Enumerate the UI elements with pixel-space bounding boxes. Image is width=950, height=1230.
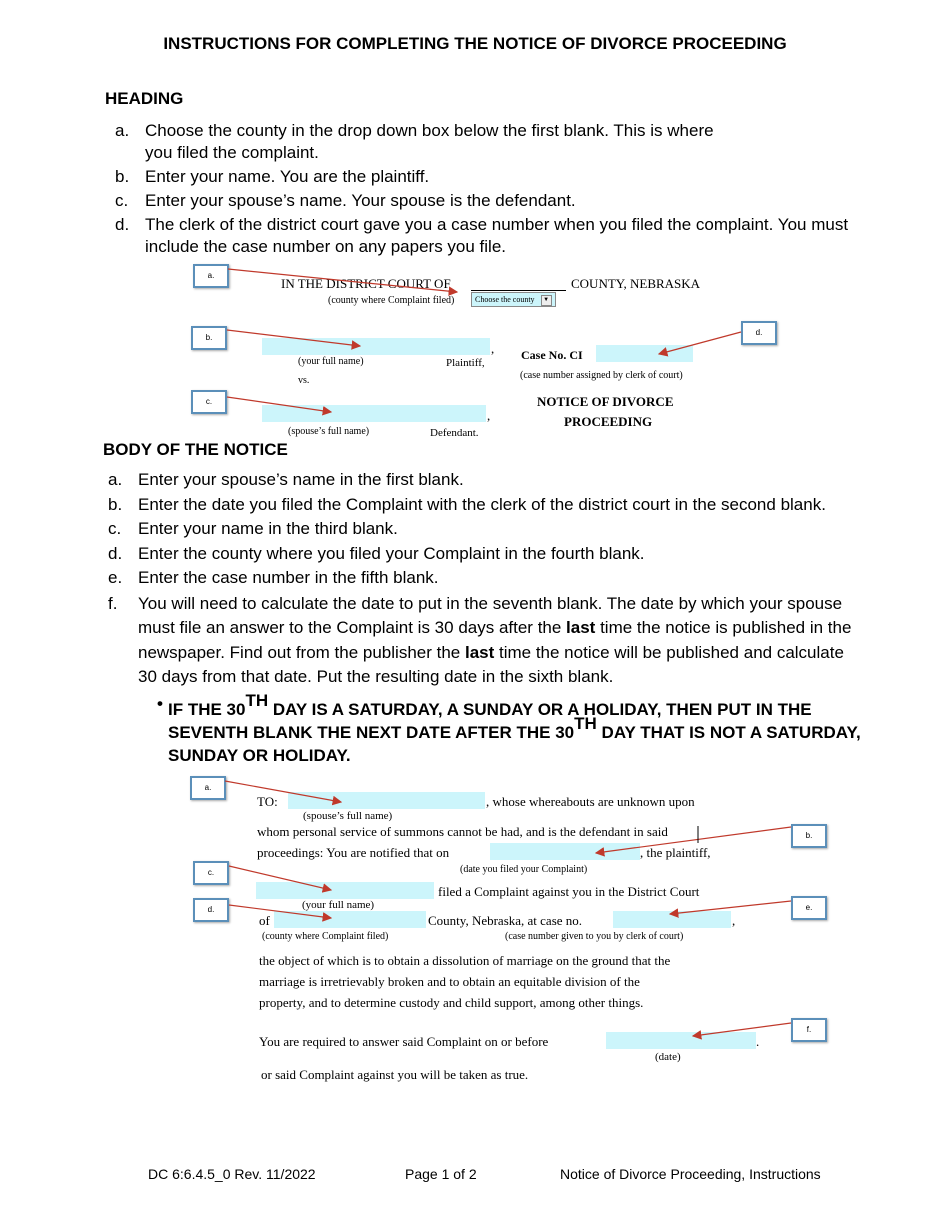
county-dropdown[interactable]: Choose the county ▼	[471, 292, 556, 307]
comma: ,	[491, 341, 495, 356]
callout-c: c.	[191, 390, 227, 414]
vs-label: vs.	[298, 375, 310, 386]
comma: ,	[732, 913, 736, 928]
arrow-body-c	[229, 866, 331, 890]
callout-e: e.	[791, 896, 827, 920]
or-said-text: or said Complaint against you will be taken as true.	[261, 1067, 529, 1082]
heading-section-title: HEADING	[105, 89, 184, 108]
callout-d: d.	[193, 898, 229, 922]
list-item: b. Enter the date you filed the Complaint with the clerk of the district court in the second blank.	[108, 494, 826, 514]
arrow-d	[659, 332, 741, 354]
filed-complaint-text: filed a Complaint against you in the District Court	[438, 884, 700, 899]
comma: ,	[487, 408, 491, 423]
spouse-caption: (spouse’s full name)	[288, 426, 370, 437]
callout-b: b.	[791, 824, 827, 848]
of-label: of	[259, 913, 270, 928]
notice-title-1: NOTICE OF DIVORCE	[537, 394, 674, 409]
object-paragraph: the object of which is to obtain a dissolution of marriage on the ground that the marriage is irretrievably broken and to obtain an equitable division of the property, and to determine custody and child support, among other things.	[259, 953, 671, 1010]
footer-form-id: DC 6:6.4.5_0 Rev. 11/2022	[148, 1166, 316, 1182]
plaintiff-label: Plaintiff,	[446, 357, 485, 369]
bullet-dot: •	[157, 694, 163, 713]
list-item: a. Choose the county in the drop down box below the first blank. This is where you filed the complaint.	[115, 121, 714, 162]
callout-b: b.	[191, 326, 227, 350]
date-caption: (date)	[655, 1051, 681, 1063]
footer-doc-title: Notice of Divorce Proceeding, Instructions	[560, 1166, 821, 1182]
the-plaintiff-text: , the plaintiff,	[640, 845, 711, 860]
footer-page-number: Page 1 of 2	[405, 1166, 477, 1182]
arrow-body-e	[670, 901, 791, 914]
court-line: IN THE DISTRICT COURT OF	[281, 276, 451, 291]
arrow-a	[228, 269, 457, 292]
case-caption: (case number given to you by clerk of court)	[505, 931, 684, 942]
callout-a: a.	[193, 264, 229, 288]
county-caption: (county where Complaint filed)	[262, 931, 389, 942]
your-name-caption: (your full name)	[302, 899, 375, 911]
list-item: c. Enter your spouse’s name. Your spouse is the defendant.	[115, 191, 576, 210]
arrow-body-f	[693, 1023, 791, 1036]
case-no-label: Case No. CI	[521, 348, 583, 362]
arrow-b	[227, 330, 360, 346]
whom-text: whom personal service of summons cannot be had, and is the defendant in said	[257, 824, 668, 839]
page-title: INSTRUCTIONS FOR COMPLETING THE NOTICE OF DIVORCE PROCEEDING	[163, 34, 787, 53]
list-item: e. Enter the case number in the fifth blank.	[108, 568, 439, 587]
callout-f: f.	[791, 1018, 827, 1042]
callout-c: c.	[193, 861, 229, 885]
court-line-county: COUNTY, NEBRASKA	[571, 276, 701, 291]
chevron-down-icon: ▼	[541, 295, 552, 306]
list-item: c. Enter your name in the third blank.	[108, 519, 398, 538]
callout-d: d.	[741, 321, 777, 345]
arrow-body-a	[225, 781, 341, 802]
to-label: TO:	[257, 794, 278, 809]
your-name-caption: (your full name)	[298, 356, 364, 367]
proceedings-text: proceedings: You are notified that on	[257, 845, 450, 860]
date-filed-caption: (date you filed your Complaint)	[460, 864, 588, 875]
body-section-title: BODY OF THE NOTICE	[103, 440, 288, 459]
county-caption: (county where Complaint filed)	[328, 295, 455, 306]
list-item: a. Enter your spouse’s name in the first blank.	[108, 470, 464, 489]
list-item: f. You will need to calculate the date to put in the seventh blank. The date by which your spouse must file an answer to the Complaint is 30 days after the last time the notice is published in the newspaper. Find out from the publisher the last time the notice will be published and calculate 30 days from that date. Put the resulting date in the sixth blank.	[108, 593, 852, 686]
spouse-caption: (spouse’s full name)	[303, 810, 393, 822]
period: .	[756, 1034, 760, 1049]
county-case-text: County, Nebraska, at case no.	[428, 913, 583, 928]
callout-a: a.	[190, 776, 226, 800]
required-text: You are required to answer said Complaint on or before	[259, 1034, 549, 1049]
holiday-rule: IF THE 30TH DAY IS A SATURDAY, A SUNDAY OR A HOLIDAY, THEN PUT IN THE SEVENTH BLANK THE NEXT DATE AFTER THE 30TH DAY THAT IS NOT A SATURDAY, SUNDAY OR HOLIDAY.	[168, 691, 861, 765]
defendant-label: Defendant.	[430, 427, 479, 439]
list-item: d. The clerk of the district court gave you a case number when you filed the complaint. You must include the case number on any papers you file.	[115, 215, 849, 256]
case-caption: (case number assigned by clerk of court)	[520, 370, 683, 381]
arrow-c	[227, 397, 331, 412]
arrow-body-d	[229, 905, 331, 918]
list-item: b. Enter your name. You are the plaintiff.	[115, 167, 430, 186]
arrow-body-b	[596, 827, 791, 853]
whose-text: , whose whereabouts are unknown upon	[486, 794, 695, 809]
notice-title-2: PROCEEDING	[564, 414, 653, 429]
list-item: d. Enter the county where you filed your Complaint in the fourth blank.	[108, 543, 645, 563]
